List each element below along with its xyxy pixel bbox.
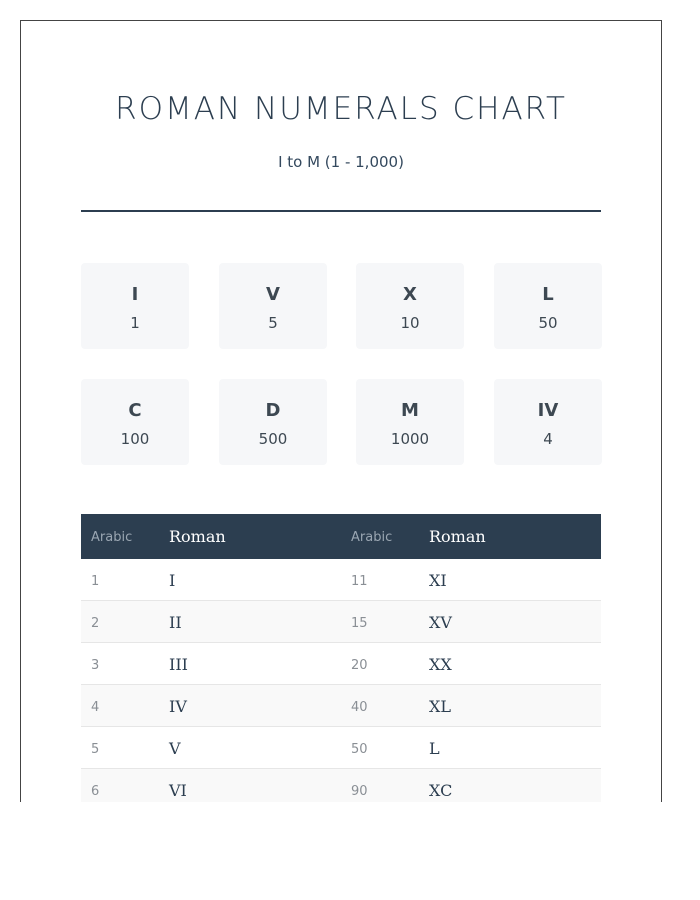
header-divider bbox=[81, 210, 601, 212]
card-i bbox=[81, 263, 189, 349]
card-d bbox=[219, 379, 327, 465]
arabic-cell: 4 bbox=[91, 700, 100, 715]
column-header-roman: Roman bbox=[429, 527, 486, 546]
card-x bbox=[356, 263, 464, 349]
card-value: 10 bbox=[400, 314, 420, 332]
card-value: 1 bbox=[130, 314, 140, 332]
table-row bbox=[81, 727, 601, 769]
table-row bbox=[81, 559, 601, 601]
roman-cell: V bbox=[169, 739, 181, 758]
arabic-cell: 20 bbox=[351, 658, 368, 673]
card-value: 500 bbox=[258, 430, 288, 448]
card-symbol: C bbox=[128, 400, 142, 421]
card-l bbox=[494, 263, 602, 349]
table-header bbox=[81, 514, 601, 559]
column-header-roman: Roman bbox=[169, 527, 226, 546]
table-row bbox=[81, 601, 601, 643]
arabic-cell: 40 bbox=[351, 700, 368, 715]
roman-cell: XC bbox=[429, 781, 453, 800]
table-row bbox=[81, 769, 601, 802]
table-row bbox=[81, 685, 601, 727]
page-title: ROMAN NUMERALS CHART bbox=[115, 91, 567, 127]
roman-cell: III bbox=[169, 655, 188, 674]
card-symbol: IV bbox=[537, 400, 559, 421]
page-subtitle: I to M (1 - 1,000) bbox=[278, 153, 404, 171]
column-header-arabic: Arabic bbox=[91, 530, 133, 545]
card-symbol: V bbox=[266, 284, 280, 305]
card-symbol: X bbox=[403, 284, 417, 305]
card-v bbox=[219, 263, 327, 349]
conversion-table bbox=[81, 514, 601, 802]
card-value: 1000 bbox=[390, 430, 430, 448]
arabic-cell: 50 bbox=[351, 742, 368, 757]
roman-cell: L bbox=[429, 739, 440, 758]
card-value: 50 bbox=[538, 314, 558, 332]
table-row bbox=[81, 643, 601, 685]
arabic-cell: 1 bbox=[91, 574, 100, 589]
arabic-cell: 2 bbox=[91, 616, 100, 631]
card-symbol: L bbox=[542, 284, 554, 305]
roman-cell: II bbox=[169, 613, 182, 632]
arabic-cell: 6 bbox=[91, 784, 100, 799]
card-m bbox=[356, 379, 464, 465]
card-c bbox=[81, 379, 189, 465]
card-value: 100 bbox=[120, 430, 150, 448]
chart-sheet bbox=[20, 20, 662, 802]
roman-cell: VI bbox=[169, 781, 187, 800]
arabic-cell: 90 bbox=[351, 784, 368, 799]
card-symbol: D bbox=[265, 400, 281, 421]
roman-cell: I bbox=[169, 571, 176, 590]
column-header-arabic: Arabic bbox=[351, 530, 393, 545]
roman-cell: XV bbox=[429, 613, 452, 632]
arabic-cell: 15 bbox=[351, 616, 368, 631]
roman-cell: XL bbox=[429, 697, 452, 716]
arabic-cell: 11 bbox=[351, 574, 368, 589]
card-symbol: I bbox=[131, 284, 139, 305]
card-value: 4 bbox=[543, 430, 553, 448]
roman-cell: XX bbox=[429, 655, 452, 674]
roman-cell: XI bbox=[429, 571, 447, 590]
card-symbol: M bbox=[401, 400, 419, 421]
roman-cell: IV bbox=[169, 697, 187, 716]
arabic-cell: 3 bbox=[91, 658, 100, 673]
arabic-cell: 5 bbox=[91, 742, 100, 757]
card-iv bbox=[494, 379, 602, 465]
card-value: 5 bbox=[268, 314, 278, 332]
